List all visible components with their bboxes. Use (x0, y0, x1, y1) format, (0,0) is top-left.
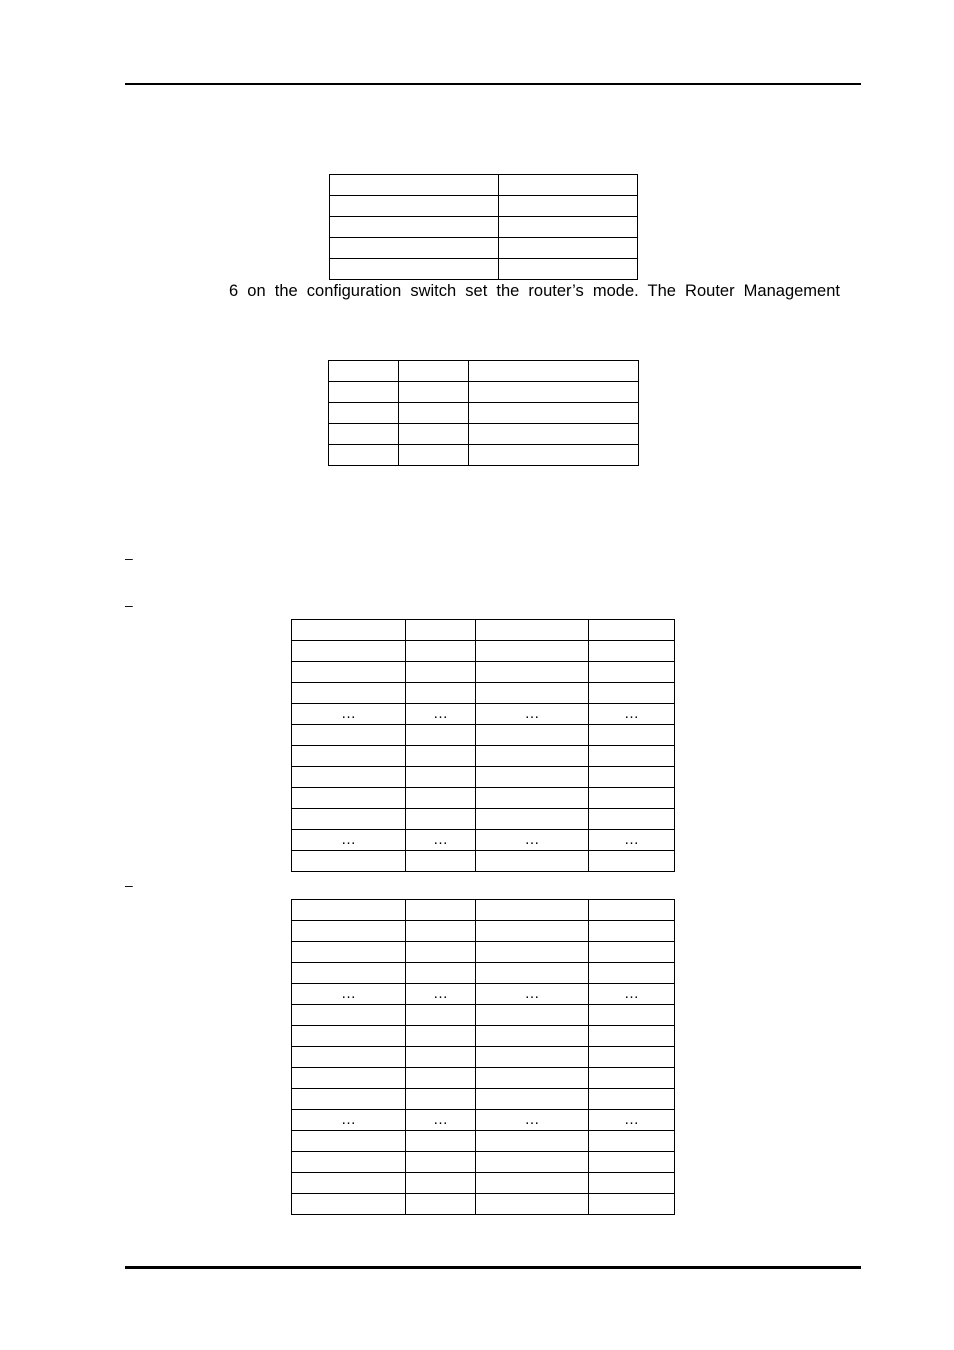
table-cell (476, 1131, 589, 1152)
table-cell (292, 767, 406, 788)
table-cell: … (406, 830, 476, 851)
table-row (292, 1047, 675, 1068)
table-cell (476, 662, 589, 683)
table-cell (292, 1089, 406, 1110)
table-row (292, 746, 675, 767)
table-cell (589, 1047, 675, 1068)
table-cell (399, 403, 469, 424)
table-cell (476, 641, 589, 662)
table-cell (406, 1173, 476, 1194)
table-cell (406, 620, 476, 641)
table-cell (476, 683, 589, 704)
table-cell (292, 1068, 406, 1089)
table-cell (406, 662, 476, 683)
table-row (329, 445, 639, 466)
table-cell (589, 641, 675, 662)
table-cell (292, 1005, 406, 1026)
table-cell (292, 942, 406, 963)
table-cell (292, 851, 406, 872)
list-bullet-3: – (125, 877, 133, 893)
table-row (292, 641, 675, 662)
table-cell (292, 788, 406, 809)
table-cell: … (406, 704, 476, 725)
list-bullet-2: – (125, 597, 133, 613)
list-bullet-1: – (125, 550, 133, 566)
table-cell (589, 1026, 675, 1047)
table-cell (406, 1089, 476, 1110)
table-cell (406, 788, 476, 809)
table-cell (292, 1173, 406, 1194)
table-cell (406, 963, 476, 984)
table-cell (589, 683, 675, 704)
table-cell (406, 851, 476, 872)
table-row (292, 1110, 675, 1131)
table-cell (406, 683, 476, 704)
table-cell (476, 963, 589, 984)
table-cell (406, 1194, 476, 1215)
table-row (292, 725, 675, 746)
table-cell (292, 746, 406, 767)
table-cell (589, 725, 675, 746)
table-cell (406, 641, 476, 662)
table-row (292, 1131, 675, 1152)
table-cell (292, 921, 406, 942)
table-cell (476, 921, 589, 942)
table-cell (469, 403, 639, 424)
table-2 (328, 360, 639, 466)
table-cell (399, 382, 469, 403)
table-cell (292, 1047, 406, 1068)
table-cell: … (589, 830, 675, 851)
table-cell (292, 1026, 406, 1047)
table-cell (292, 1194, 406, 1215)
table-cell (292, 662, 406, 683)
table-row (292, 984, 675, 1005)
table-cell (292, 725, 406, 746)
table-3 (291, 619, 675, 872)
table-row (292, 1152, 675, 1173)
table-cell (329, 361, 399, 382)
table-cell (292, 683, 406, 704)
table-cell (406, 809, 476, 830)
table-cell: … (476, 984, 589, 1005)
table-row (330, 259, 638, 280)
table-cell: … (406, 1110, 476, 1131)
table-cell (292, 620, 406, 641)
table-cell (589, 1005, 675, 1026)
table-cell (476, 1068, 589, 1089)
table-4 (291, 899, 675, 1215)
table-cell: … (589, 984, 675, 1005)
table-row (292, 851, 675, 872)
table-row (292, 767, 675, 788)
table-cell (292, 1152, 406, 1173)
table-cell (589, 767, 675, 788)
table-cell (589, 1131, 675, 1152)
table-cell (499, 196, 638, 217)
table-cell (589, 900, 675, 921)
table-row (330, 217, 638, 238)
table-cell (406, 1152, 476, 1173)
header-rule (125, 83, 861, 85)
table-cell (476, 1026, 589, 1047)
table-row (292, 900, 675, 921)
table-row (292, 1173, 675, 1194)
table-cell (330, 259, 499, 280)
table-cell (329, 424, 399, 445)
table-cell (589, 963, 675, 984)
table-cell (589, 788, 675, 809)
table-row (329, 403, 639, 424)
table-cell (589, 1173, 675, 1194)
table-row (292, 809, 675, 830)
table-cell (406, 1131, 476, 1152)
table-cell (292, 809, 406, 830)
table-cell (589, 1068, 675, 1089)
table-row (292, 921, 675, 942)
table-cell (469, 382, 639, 403)
table-cell (292, 1131, 406, 1152)
table-cell (476, 900, 589, 921)
table-cell (399, 445, 469, 466)
table-cell (406, 725, 476, 746)
table-cell (476, 746, 589, 767)
table-row (329, 424, 639, 445)
table-row (330, 196, 638, 217)
table-row (330, 175, 638, 196)
table-cell (406, 1005, 476, 1026)
table-cell (406, 900, 476, 921)
table-cell (469, 445, 639, 466)
table-cell (589, 851, 675, 872)
table-cell: … (476, 830, 589, 851)
table-4-body (292, 900, 675, 1215)
table-cell (399, 424, 469, 445)
table-cell (589, 809, 675, 830)
table-cell (330, 217, 499, 238)
table-cell (589, 1089, 675, 1110)
table-1 (329, 174, 638, 280)
table-cell (329, 445, 399, 466)
table-cell (589, 1194, 675, 1215)
table-1-body (330, 175, 638, 280)
table-cell (292, 963, 406, 984)
table-cell (406, 746, 476, 767)
table-cell (406, 942, 476, 963)
table-row (329, 361, 639, 382)
table-cell: … (292, 830, 406, 851)
table-cell: … (476, 1110, 589, 1131)
table-cell (476, 1089, 589, 1110)
table-cell (469, 424, 639, 445)
table-cell (476, 788, 589, 809)
table-cell (292, 900, 406, 921)
table-cell (476, 1047, 589, 1068)
table-cell: … (589, 1110, 675, 1131)
table-cell (589, 1152, 675, 1173)
table-cell (292, 641, 406, 662)
table-row (292, 620, 675, 641)
table-cell: … (476, 704, 589, 725)
table-cell (589, 921, 675, 942)
table-cell (406, 1026, 476, 1047)
table-cell (476, 620, 589, 641)
table-cell (330, 175, 499, 196)
table-cell (476, 1152, 589, 1173)
table-row (292, 1089, 675, 1110)
table-cell (476, 851, 589, 872)
table-cell: … (292, 1110, 406, 1131)
table-cell (330, 196, 499, 217)
table-cell (476, 767, 589, 788)
table-cell (406, 921, 476, 942)
table-cell (406, 1047, 476, 1068)
table-cell (589, 942, 675, 963)
table-cell (330, 238, 499, 259)
table-cell (589, 662, 675, 683)
table-row (292, 683, 675, 704)
table-cell (499, 217, 638, 238)
table-cell: … (292, 984, 406, 1005)
table-row (292, 1026, 675, 1047)
table-row (292, 1068, 675, 1089)
table-cell (469, 361, 639, 382)
table-row (330, 238, 638, 259)
table-cell (476, 725, 589, 746)
table-cell (399, 361, 469, 382)
table-row (292, 704, 675, 725)
table-row (292, 1005, 675, 1026)
table-row (329, 382, 639, 403)
table-cell (499, 238, 638, 259)
table-cell (329, 403, 399, 424)
table-2-body (329, 361, 639, 466)
table-row (292, 963, 675, 984)
table-cell: … (406, 984, 476, 1005)
table-row (292, 1194, 675, 1215)
table-row (292, 942, 675, 963)
table-cell (499, 175, 638, 196)
table-cell (476, 1194, 589, 1215)
table-cell (589, 620, 675, 641)
body-paragraph: 6 on the configuration switch set the router’s mode. The Router Management (229, 282, 840, 300)
table-row (292, 662, 675, 683)
footer-rule (125, 1266, 861, 1269)
table-cell (476, 942, 589, 963)
table-cell (499, 259, 638, 280)
table-cell (476, 1173, 589, 1194)
table-cell: … (589, 704, 675, 725)
table-row (292, 788, 675, 809)
table-cell (406, 1068, 476, 1089)
table-cell (476, 809, 589, 830)
table-cell (476, 1005, 589, 1026)
table-cell (589, 746, 675, 767)
table-cell: … (292, 704, 406, 725)
table-cell (406, 767, 476, 788)
table-cell (329, 382, 399, 403)
table-3-body (292, 620, 675, 872)
table-row (292, 830, 675, 851)
